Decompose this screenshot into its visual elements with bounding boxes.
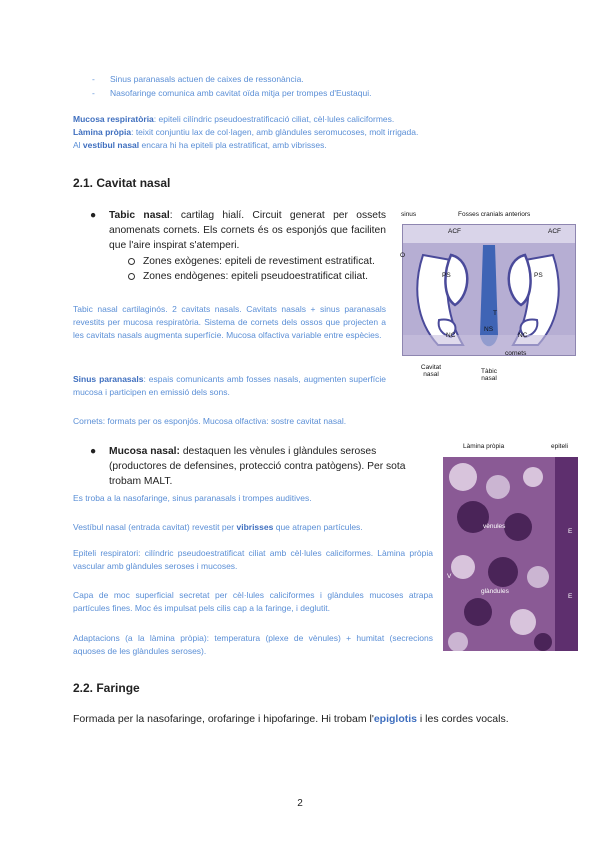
- cornets-note: Cornets: formats per os esponjós. Mucosa olfactiva: sostre cavitat nasal.: [73, 416, 347, 426]
- label-lamina-propia: Làmina pròpia: [463, 443, 505, 450]
- nasal-cavity-micrograph: [402, 224, 576, 356]
- mucosa-nasal-bullet: [90, 444, 430, 489]
- label-glandules: glàndules: [481, 588, 509, 595]
- capa-moc-note: Capa de moc superficial secretat per cèl·lules caliciformes i glàndules mucoses atrapa partícules fines. Moc és impulsat pels cilis cap a la faringe, i deglutit.: [73, 590, 433, 613]
- vestibul-prefix: Al: [73, 140, 83, 150]
- label-t: T: [493, 310, 497, 317]
- adaptacions-note: Adaptacions (a la làmina pròpia): temperatura (plexe de vènules) + humitat (secrecions aquoses de les glàndules seroses).: [73, 633, 433, 656]
- label-nc-right: NC: [518, 332, 528, 339]
- vestibul-note-prefix: Vestíbul nasal (entrada cavitat) revestit per: [73, 522, 237, 532]
- section-heading-cavitat-nasal: 2.1. Cavitat nasal: [73, 176, 171, 190]
- mucosa-respiratoria-term: Mucosa respiratòria: [73, 114, 154, 124]
- epiglotis-term: epiglotis: [373, 713, 418, 725]
- histology-illustration: [443, 457, 578, 651]
- tabic-note: Tabic nasal cartilaginós. 2 cavitats nasals. Cavitats nasals + sinus paranasals revestits per mucosa respiratòria. Sistema de cornets dels ossos que projecten a les cavitats nasals augmenta superfície. Mucosa olfactiva variable entre espècies.: [73, 304, 386, 340]
- nasal-cavity-illustration: [403, 225, 575, 355]
- label-epiteli: epiteli: [551, 443, 568, 450]
- label-nc-left: NC: [446, 332, 456, 339]
- sinus-note: [73, 373, 386, 399]
- bullet-dot: ●: [90, 210, 97, 221]
- label-cornets: cornets: [505, 350, 527, 357]
- label-ns: NS: [484, 326, 494, 333]
- tabic-bullet: [90, 208, 386, 253]
- label-e-top: E: [568, 528, 573, 535]
- mucosa-nasal-text: destaquen les vènules i glàndules seroses (productores de defensines, protecció contra patògens). Per sota trobam MALT.: [109, 446, 406, 487]
- lamina-propia-text: : teixit conjuntiu lax de col·lagen, amb glàndules seromucoses, molt irrigada.: [131, 127, 419, 137]
- list-item: - Sinus paranasals actuen de caixes de ressonància.: [92, 72, 512, 86]
- label-e-bottom: E: [568, 593, 573, 600]
- vestibul-note-suffix: que atrapen partícules.: [273, 522, 363, 532]
- label-o: O: [400, 252, 406, 259]
- label-sinus: sinus: [401, 211, 417, 218]
- label-v: V: [447, 573, 452, 580]
- label-acf-right: ACF: [548, 228, 561, 235]
- epiteli-respiratori-note: Epiteli respiratori: cilíndric pseudoestratificat ciliat amb cèl·lules caliciformes. Làmina pròpia vascular amb glàndules seroses i mucoses.: [73, 548, 433, 571]
- faringe-text-suffix: i les cordes vocals.: [417, 713, 509, 725]
- mucosa-nasal-term: Mucosa nasal:: [109, 446, 180, 457]
- faringe-paragraph: [73, 712, 533, 727]
- circle-bullet-icon: [128, 273, 135, 280]
- mucosa-respiratoria-text: : epiteli cilíndric pseudoestratificació ciliat, cèl·lules caliciformes.: [153, 114, 395, 124]
- tabic-term: Tabic nasal: [109, 210, 170, 221]
- histology-micrograph: [443, 457, 578, 651]
- sub-bullet-text: Zones endògenes: epiteli pseudoestratificat ciliat.: [143, 271, 368, 282]
- lamina-propia-term: Làmina pròpia: [73, 127, 132, 137]
- label-fosses-cranials: Fosses cranials anteriors: [458, 211, 531, 218]
- tabic-text: : cartilag hialí. Circuit generat per ossets anomenats cornets. Els cornets és os esponjós que faciliten que l'aire inspirat s'atemperi.: [109, 210, 386, 251]
- vibrisses-term: vibrisses: [236, 522, 274, 532]
- label-venules: vènules: [483, 523, 506, 530]
- nasal-cavity-figure: [398, 208, 578, 388]
- vestibul-nasal-text: encara hi ha epiteli pla estratificat, amb vibrisses.: [139, 140, 327, 150]
- page-number: 2: [297, 798, 303, 809]
- sub-bullet-exogenes: [128, 254, 375, 269]
- section-heading-faringe: 2.2. Faringe: [73, 681, 140, 695]
- sinus-term: Sinus paranasals: [73, 374, 144, 384]
- list-item: - Nasofaringe comunica amb cavitat oïda mitja per trompes d'Eustaqui.: [92, 86, 512, 100]
- label-tabic-nasal: Tàbic nasal: [481, 368, 497, 382]
- nasal-mucosa-histology-figure: [443, 443, 578, 651]
- label-cavitat-nasal: Cavitat nasal: [420, 364, 442, 378]
- sub-bullet-text: Zones exògenes: epiteli de revestiment estratificat.: [143, 256, 375, 267]
- top-bullet-list: [92, 72, 512, 100]
- label-ps-right: PS: [534, 272, 543, 279]
- vestibul-nasal-term: vestíbul nasal: [82, 140, 140, 150]
- bullet-dot: ●: [90, 446, 97, 457]
- nasofaringe-note: Es troba a la nasofaringe, sinus paranasals i trompes auditives.: [73, 493, 312, 503]
- circle-bullet-icon: [128, 258, 135, 265]
- label-ps-left: PS: [442, 272, 451, 279]
- sinus-text: : espais comunicants amb fosses nasals, augmenten superfície mucosa i participen en emissió dels sons.: [73, 374, 386, 397]
- label-acf-left: ACF: [448, 228, 461, 235]
- sub-bullet-endogenes: [128, 269, 368, 284]
- faringe-text-prefix: Formada per la nasofaringe, orofaringe i hipofaringe. Hi trobam l': [73, 713, 374, 725]
- mucosa-paragraph: [73, 113, 435, 152]
- vestibul-note: [73, 521, 433, 534]
